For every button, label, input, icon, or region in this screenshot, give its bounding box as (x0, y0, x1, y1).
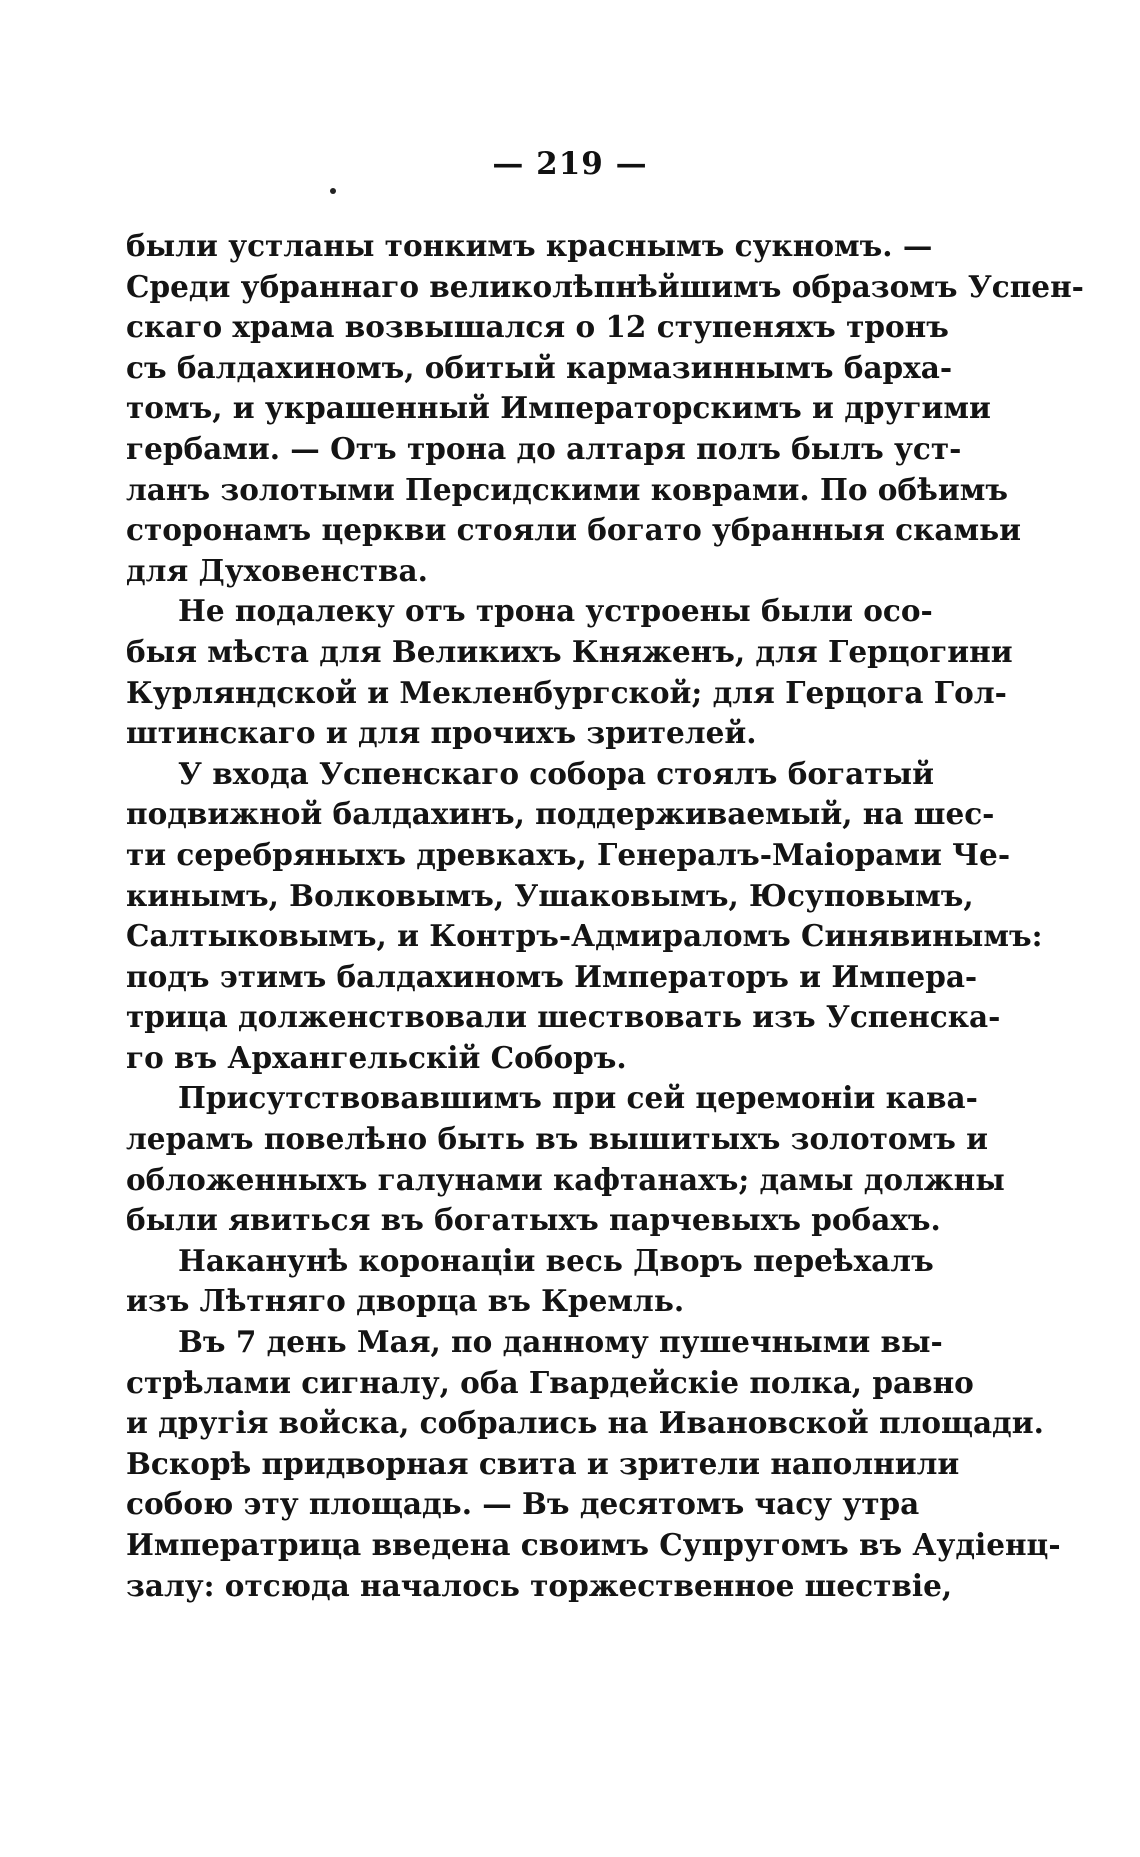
text-line: Въ 7 день Мая, по данному пушечными вы- (178, 1324, 943, 1360)
text-line: ти серебряныхъ древкахъ, Генералъ-Маіорами Че- (126, 836, 1011, 872)
text-line: Не подалеку отъ трона устроены были осо- (178, 593, 933, 629)
page-number: — 219 — (492, 146, 648, 182)
text-line: Салтыковымъ, и Контръ-Адмираломъ Синявинымъ: (126, 918, 1043, 954)
text-line: го въ Архангельскій Соборъ. (126, 1039, 627, 1075)
paragraph-1 (126, 226, 1084, 591)
text-line: трица долженствовали шествовать изъ Успенска- (126, 999, 1001, 1035)
text-line: Вскорѣ придворная свита и зрители наполнили (126, 1445, 960, 1481)
text-line: подвижной балдахинъ, поддерживаемый, на шес- (126, 796, 995, 832)
text-line: гербами. — Отъ трона до алтаря полъ былъ уст- (126, 430, 962, 466)
body-text (126, 226, 1084, 1606)
text-line: съ балдахиномъ, обитый кармазиннымъ барха- (126, 349, 953, 385)
text-line: штинскаго и для прочихъ зрителей. (126, 715, 757, 751)
text-line: сторонамъ церкви стояли богато убранныя скамьи (126, 512, 1022, 548)
text-line: Курляндской и Мекленбургской; для Герцога Гол- (126, 674, 1007, 710)
paragraph-2 (126, 591, 1013, 753)
paragraph-5 (126, 1241, 934, 1322)
text-line: обложенныхъ галунами кафтанахъ; дамы должны (126, 1161, 1005, 1197)
paragraph-6 (126, 1322, 1061, 1606)
text-line: Присутствовавшимъ при сей церемоніи кава- (178, 1080, 978, 1116)
text-line: томъ, и украшенный Императорскимъ и другими (126, 390, 991, 426)
text-line: подъ этимъ балдахиномъ Императоръ и Импера- (126, 958, 978, 994)
text-line: Наканунѣ коронаціи весь Дворъ переѣхалъ (178, 1242, 934, 1278)
text-line: скаго храма возвышался о 12 ступеняхъ тронъ (126, 309, 949, 345)
text-line: кинымъ, Волковымъ, Ушаковымъ, Юсуповымъ, (126, 877, 974, 913)
paragraph-3 (126, 754, 1043, 1079)
ink-speck (330, 188, 336, 194)
text-line: Среди убраннаго великолѣпнѣйшимъ образомъ Успен- (126, 268, 1084, 304)
text-line: залу: отсюда началось торжественное шествіе, (126, 1567, 953, 1603)
text-line: изъ Лѣтняго дворца въ Кремль. (126, 1283, 685, 1319)
text-line: быя мѣста для Великихъ Княженъ, для Герцогини (126, 633, 1013, 669)
text-line: стрѣлами сигналу, оба Гвардейскіе полка, равно (126, 1364, 974, 1400)
text-line: ланъ золотыми Персидскими коврами. По обѣимъ (126, 471, 1008, 507)
text-line: были явиться въ богатыхъ парчевыхъ робахъ. (126, 1202, 941, 1238)
paragraph-4 (126, 1078, 1005, 1240)
text-line: лерамъ повелѣно быть въ вышитыхъ золотомъ и (126, 1121, 988, 1157)
text-line: для Духовенства. (126, 552, 428, 588)
text-line: У входа Успенскаго собора стоялъ богатый (178, 755, 934, 791)
text-line: были устланы тонкимъ краснымъ сукномъ. — (126, 228, 933, 263)
text-line: и другія войска, собрались на Ивановской площади. (126, 1405, 1044, 1441)
text-line: собою эту площадь. — Въ десятомъ часу утра (126, 1486, 920, 1522)
text-line: Императрица введена своимъ Супругомъ въ Аудіенц- (126, 1527, 1061, 1562)
